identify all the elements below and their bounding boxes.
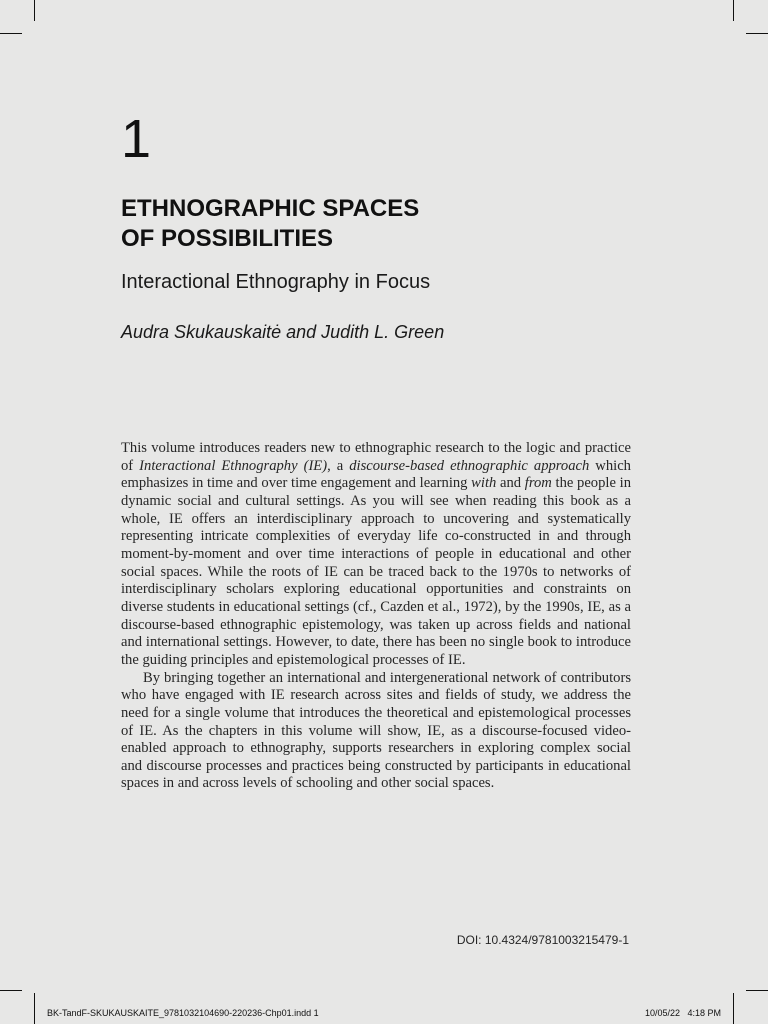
paragraph-1-text-a: This volume introduces readers new to ethnographic research to the logic and practice of (121, 440, 631, 474)
emphasis-from: from (524, 475, 552, 492)
paragraph-1-text-c: which emphasizes in time and over time engagement and learning (121, 457, 631, 492)
paragraph-1 (121, 440, 631, 670)
crop-mark-top-right-vertical (733, 0, 734, 21)
crop-mark-top-left-horizontal (0, 33, 22, 34)
crop-mark-bottom-left-horizontal (0, 990, 22, 991)
paragraph-2: By bringing together an international and intergenerational network of contributors who have engaged with IE research across sites and fields of study, we address the need for a single volume that introduces the theoretical and epistemological processes of IE. As the chapters in this volume will show, IE, as a discourse-focused video-enabled approach to ethnography, supports researchers in exploring complex social and discourse processes and practices being constructed by participants in educational spaces in and across levels of schooling and other social spaces. (121, 669, 631, 792)
paragraph-1-text-d: and (496, 475, 525, 492)
term-discourse-based-approach: discourse-based ethnographic approach (349, 457, 590, 474)
emphasis-with: with (471, 475, 497, 492)
slug-filename: BK-TandF-SKUKAUSKAITE_9781032104690-220236-Chp01.indd 1 (47, 1008, 319, 1018)
crop-mark-top-right-horizontal (746, 33, 768, 34)
chapter-subtitle: Interactional Ethnography in Focus (121, 271, 431, 293)
term-interactional-ethnography: Interactional Ethnography (IE) (139, 457, 328, 474)
body-text (121, 440, 631, 793)
paragraph-1-text-e: the people in dynamic social and cultural settings. As you will see when reading this book as a whole, IE offers an interdisciplinary approach to uncovering and systematically representing intricate complexities of everyday life co-constructed in and through moment-by-moment and over time interactions of people in educational and other social spaces. While the roots of IE can be traced back to the 1970s to networks of interdisciplinary scholars exploring educational opportunities and constraints on diverse students in educational settings (cf., Cazden et al., 1972), by the 1990s, IE, as a discourse-based ethnographic epistemology, was taken up across fields and national and international settings. However, to date, there has been no single book to introduce the guiding principles and epistemological processes of IE. (121, 475, 631, 668)
chapter-authors: Audra Skukauskaitė and Judith L. Green (121, 322, 445, 342)
crop-mark-bottom-right-vertical (733, 993, 734, 1024)
doi-line: DOI: 10.4324/9781003215479-1 (456, 933, 629, 947)
crop-mark-bottom-left-vertical (34, 993, 35, 1024)
crop-mark-top-left-vertical (34, 0, 35, 21)
slug-timestamp: 10/05/22 4:18 PM (644, 1008, 721, 1018)
crop-mark-bottom-right-horizontal (746, 990, 768, 991)
paragraph-1-text-b: , a (327, 457, 350, 474)
chapter-title-line-2: OF POSSIBILITIES (121, 225, 334, 252)
chapter-title (121, 194, 641, 254)
chapter-title-line-1: ETHNOGRAPHIC SPACES (121, 195, 420, 222)
chapter-number: 1 (121, 109, 152, 169)
